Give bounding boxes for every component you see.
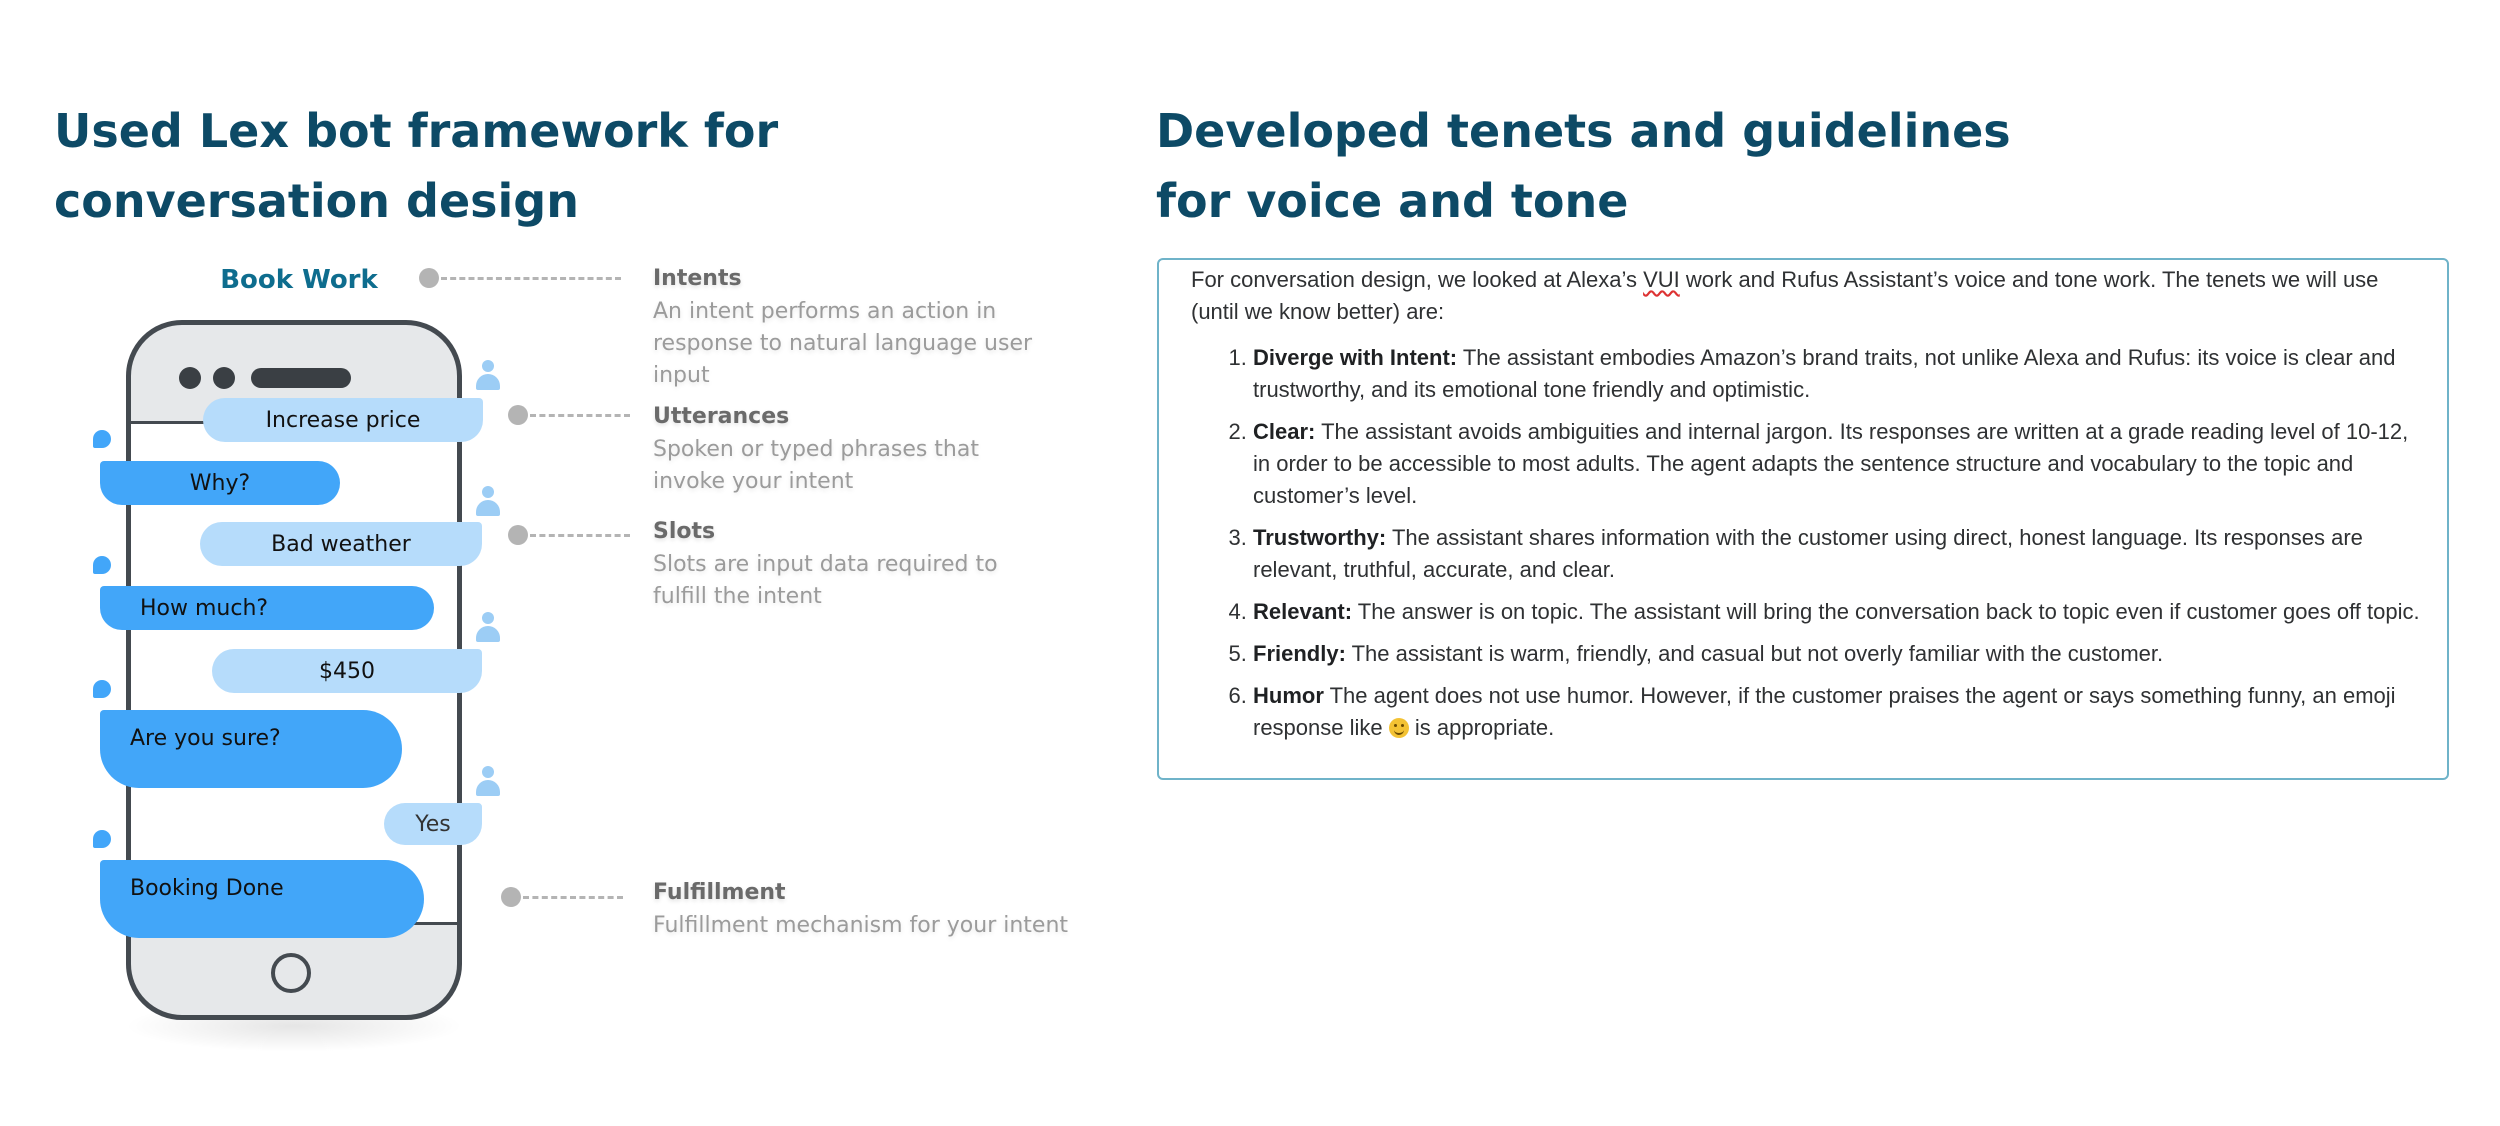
tenet-text-end: is appropriate. [1408, 715, 1555, 740]
connector-line [441, 277, 621, 280]
bot-icon [93, 430, 111, 448]
chat-bubble-user: Bad weather [200, 522, 482, 566]
connector-dot [419, 268, 439, 288]
user-icon [476, 486, 500, 520]
chat-bubble-bot: How much? [100, 586, 434, 630]
tenet-text: The assistant shares information with the customer using direct, honest language. Its responses are relevant, truthful, accurate, and clear. [1253, 525, 2363, 582]
tenet-term: Clear: [1253, 419, 1316, 444]
utterances-label: Utterances [653, 404, 790, 429]
tenet-term: Humor [1253, 683, 1324, 708]
chat-bubble-bot: Why? [100, 461, 340, 505]
tenet-item [1253, 342, 2429, 406]
phone-home-button-icon [271, 953, 311, 993]
connector-dot [508, 405, 528, 425]
intro-text-end: work and Rufus Assistant’s voice and tone work. The tenets we will use (until we know better) are: [1191, 267, 2379, 324]
user-icon [476, 766, 500, 800]
tenet-item [1253, 680, 2429, 744]
tenet-text: The assistant avoids ambiguities and internal jargon. Its responses are written at a grade reading level of 10-12, in order to be accessible to most adults. The agent adapts the sentence structure and vocabulary to the topic and customer’s level. [1253, 419, 2409, 508]
chat-bubble-user: $450 [212, 649, 482, 693]
chat-bubble-bot: Booking Done [100, 860, 424, 938]
tenet-term: Diverge with Intent: [1253, 345, 1458, 370]
tenet-item [1253, 596, 2429, 628]
connector-dot [501, 887, 521, 907]
connector-line [530, 414, 630, 417]
tenet-term: Relevant: [1253, 599, 1353, 624]
intro-vui-text: VUI [1643, 267, 1680, 292]
bot-icon [93, 830, 111, 848]
chat-bubble-bot: Are you sure? [100, 710, 402, 788]
intents-description: An intent performs an action in response to natural language user input [653, 299, 1033, 388]
tenets-intro [1191, 264, 2429, 328]
connector-line [523, 896, 623, 899]
bot-icon [93, 680, 111, 698]
phone-sensor-icon [213, 367, 235, 389]
tenet-text: The assistant embodies Amazon’s brand traits, not unlike Alexa and Rufus: its voice is clear and trustworthy, and its emotional tone friendly and optimistic. [1253, 345, 2396, 402]
tenet-text: The agent does not use humor. However, if the customer praises the agent or says something funny, an emoji response like [1253, 683, 2396, 740]
tenet-term: Trustworthy: [1253, 525, 1387, 550]
tenet-item [1253, 522, 2429, 586]
tenet-item [1253, 416, 2429, 512]
left-heading: Used Lex bot framework for conversation design [54, 104, 779, 228]
right-heading: Developed tenets and guidelines for voice and tone [1156, 104, 2011, 228]
smiling-face-emoji-icon [1389, 718, 1409, 738]
connector-dot [508, 525, 528, 545]
slots-description: Slots are input data required to fulfill the intent [653, 552, 998, 609]
phone-camera-icon [179, 367, 201, 389]
connector-line [530, 534, 630, 537]
fulfillment-description: Fulfillment mechanism for your intent [653, 913, 1069, 938]
tenet-term: Friendly: [1253, 641, 1346, 666]
lex-bot-diagram [0, 0, 1100, 1126]
phone-speaker-icon [251, 368, 351, 388]
tenets-box [1157, 258, 2449, 780]
tenets-list [1191, 342, 2429, 744]
intents-label: Intents [653, 266, 742, 291]
user-icon [476, 612, 500, 646]
chat-bubble-user: Increase price [203, 398, 483, 442]
tenet-text: The answer is on topic. The assistant will bring the conversation back to topic even if customer goes off topic. [1352, 599, 2420, 624]
tenet-item [1253, 638, 2429, 670]
intro-text: For conversation design, we looked at Alexa’s [1191, 267, 1644, 292]
slots-label: Slots [653, 519, 716, 544]
utterances-description: Spoken or typed phrases that invoke your intent [653, 437, 979, 494]
tenet-text: The assistant is warm, friendly, and casual but not overly familiar with the customer. [1345, 641, 2164, 666]
fulfillment-label: Fulfillment [653, 880, 786, 905]
book-work-title: Book Work [218, 258, 380, 302]
chat-bubble-user: Yes [384, 803, 482, 845]
user-icon [476, 360, 500, 394]
bot-icon [93, 556, 111, 574]
